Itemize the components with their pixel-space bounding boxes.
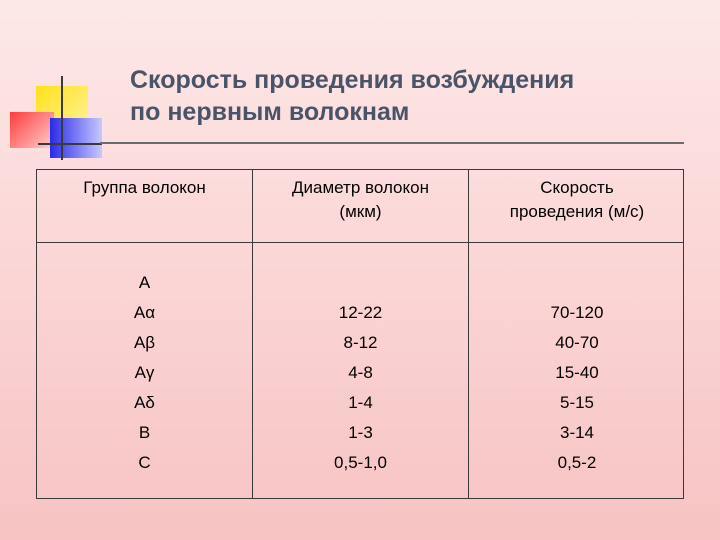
decor-blue-square <box>50 118 102 158</box>
column-fiber-groups <box>37 268 252 478</box>
slide-title-line-2: по нервным волокнам <box>130 98 410 126</box>
diameter-cell: 12-22 <box>338 303 383 322</box>
header-fiber-group <box>37 176 252 236</box>
slide-title-line-1: Скорость проведения возбуждения <box>130 66 575 94</box>
speed-cell: 3-14 <box>559 423 595 442</box>
speed-cell: 5-15 <box>559 393 595 412</box>
header-diameter-line-1: Диаметр волокон <box>292 178 429 197</box>
group-cell: Aα <box>133 303 156 322</box>
group-cell: A <box>138 273 151 292</box>
title-underline <box>100 142 684 144</box>
header-diameter-line-2: (мкм) <box>339 202 382 221</box>
group-cell: Aγ <box>134 363 155 382</box>
diameter-cell: 4-8 <box>348 363 373 382</box>
column-diameters <box>253 298 468 478</box>
speed-cell: 15-40 <box>555 363 599 382</box>
fiber-conduction-table <box>36 169 684 499</box>
slide-title <box>130 64 690 128</box>
diameter-cell: 0,5-1,0 <box>334 453 387 472</box>
column-speeds <box>469 298 685 478</box>
header-fiber-group-line-1: Группа волокон <box>83 178 206 197</box>
group-cell: Aβ <box>133 333 156 352</box>
group-cell: B <box>138 423 151 442</box>
group-cell: Aδ <box>134 393 155 412</box>
header-speed-line-2: проведения (м/с) <box>509 202 645 221</box>
diameter-cell: 1-3 <box>348 423 373 442</box>
decor-vertical-line <box>61 76 63 160</box>
header-speed <box>469 176 685 236</box>
decor-horizontal-line <box>38 143 102 145</box>
header-diameter <box>253 176 468 236</box>
speed-cell: 40-70 <box>555 333 599 352</box>
speed-cell: 0,5-2 <box>557 453 597 472</box>
speed-cell: 70-120 <box>550 303 604 322</box>
header-speed-line-1: Скорость <box>540 178 614 197</box>
diameter-cell: 1-4 <box>348 393 373 412</box>
diameter-cell: 8-12 <box>343 333 378 352</box>
header-separator <box>37 242 683 243</box>
group-cell: C <box>138 453 151 472</box>
